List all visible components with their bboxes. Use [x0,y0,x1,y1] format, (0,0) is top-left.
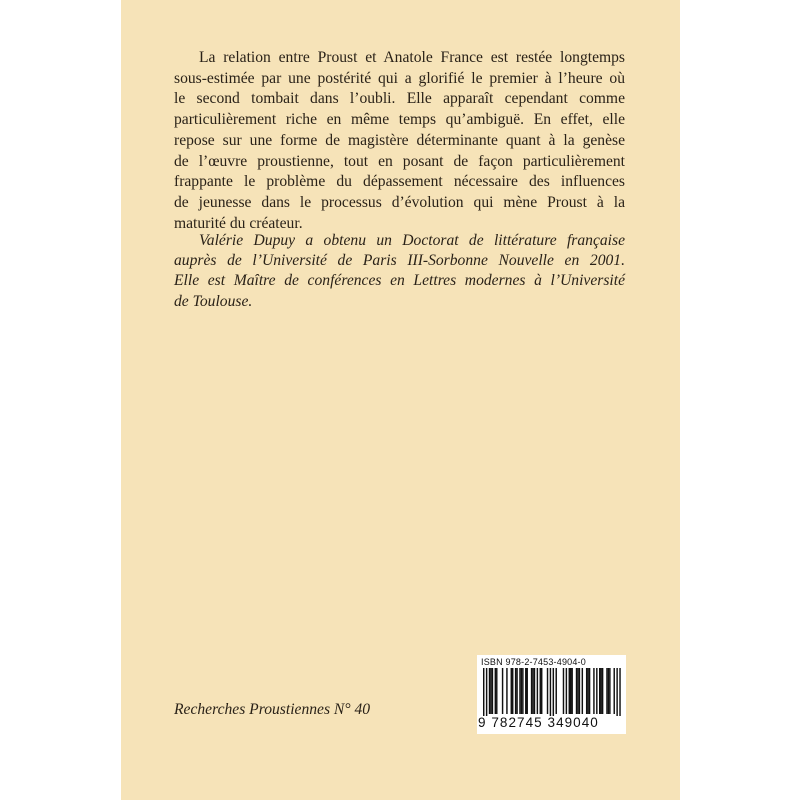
blurb-line: sous-estimée par une postérité qui a glorifié le premier à l’heure où [174,69,625,87]
barcode-bar [606,668,607,714]
barcode-bar [511,668,512,714]
barcode-bar [608,668,609,714]
barcode-bar [516,668,517,714]
barcode-bar [512,668,513,714]
blurb-line: repose sur une forme de magistère déterminante quant à la genèse [174,131,625,149]
barcode-bar [619,668,620,716]
blurb-line: le second tombait dans l’oubli. Elle apparaît cependant comme [174,90,625,108]
barcode-bar [547,668,548,714]
barcode-bar [532,668,533,714]
barcode-bar [550,668,551,716]
barcode-bar [492,668,493,714]
barcode-bar [541,668,542,714]
barcode-bar [609,668,610,714]
barcode-bar [489,668,490,714]
barcode-bar [519,668,520,714]
barcode-bar [531,668,532,714]
barcode-bar [569,668,570,714]
barcode-bar [571,668,572,714]
barcode-bar [506,668,507,714]
barcode-bars [477,668,626,716]
barcode-bar [515,668,516,714]
isbn-label: ISBN 978-2-7453-4904-0 [481,657,586,667]
barcode-bar [587,668,588,714]
barcode-digits: 9 782745 349040 [478,715,599,730]
barcode-bar [602,668,603,714]
blurb-line: La relation entre Proust et Anatole France est restée longtemps [199,49,625,66]
barcode-bar [496,668,497,714]
barcode-bar [495,668,496,714]
blurb-line: maturité du créateur. [174,214,303,232]
barcode-bar [616,668,617,716]
barcode-bar [582,668,583,714]
bio-line: Valérie Dupuy a obtenu un Doctorat de littérature française [199,232,625,249]
series-label: Recherches Proustiennes N° 40 [174,701,371,718]
barcode-bar [502,668,503,714]
isbn-barcode [477,655,626,734]
barcode-bar [599,668,600,714]
barcode-bar [576,668,577,714]
barcode-bar [579,668,580,714]
barcode-bar [563,668,564,714]
barcode-bar [553,668,554,716]
blurb-line: de jeunesse dans le processus d’évolution qui mène Proust à la [174,193,625,211]
book-back-cover [121,0,680,800]
barcode-bar [600,668,601,714]
barcode-bar [596,668,597,714]
barcode-bar [589,668,590,714]
barcode-bar [483,668,484,716]
barcode-bar [521,668,522,714]
barcode-bar [586,668,587,714]
barcode-bar [540,668,541,714]
barcode-bar [486,668,487,716]
barcode-bar [537,668,538,714]
barcode-bar [577,668,578,714]
bio-line: Elle est Maître de conférences en Lettres modernes à l’Université [174,272,625,290]
author-bio [174,231,625,312]
barcode-bar [593,668,594,714]
barcode-bar [490,668,491,714]
barcode-bar [614,668,615,714]
book-blurb [174,48,625,234]
blurb-line: frappante le problème du dépassement nécessaire des influences [174,173,625,191]
blurb-line: particulièrement riche en même temps qu’ambiguë. En effet, elle [174,111,625,129]
blurb-line: de l’œuvre proustienne, tout en posant de façon particulièrement [174,152,625,170]
barcode-bar [556,668,557,714]
barcode-bar [527,668,528,714]
bio-line: auprès de l’Université de Paris III-Sorbonne Nouvelle en 2001. [174,252,625,270]
barcode-bar [566,668,567,714]
barcode-bar [534,668,535,714]
barcode-bar [570,668,571,714]
bio-line: de Toulouse. [174,292,253,310]
barcode-bar [522,668,523,714]
barcode-bar [525,668,526,714]
